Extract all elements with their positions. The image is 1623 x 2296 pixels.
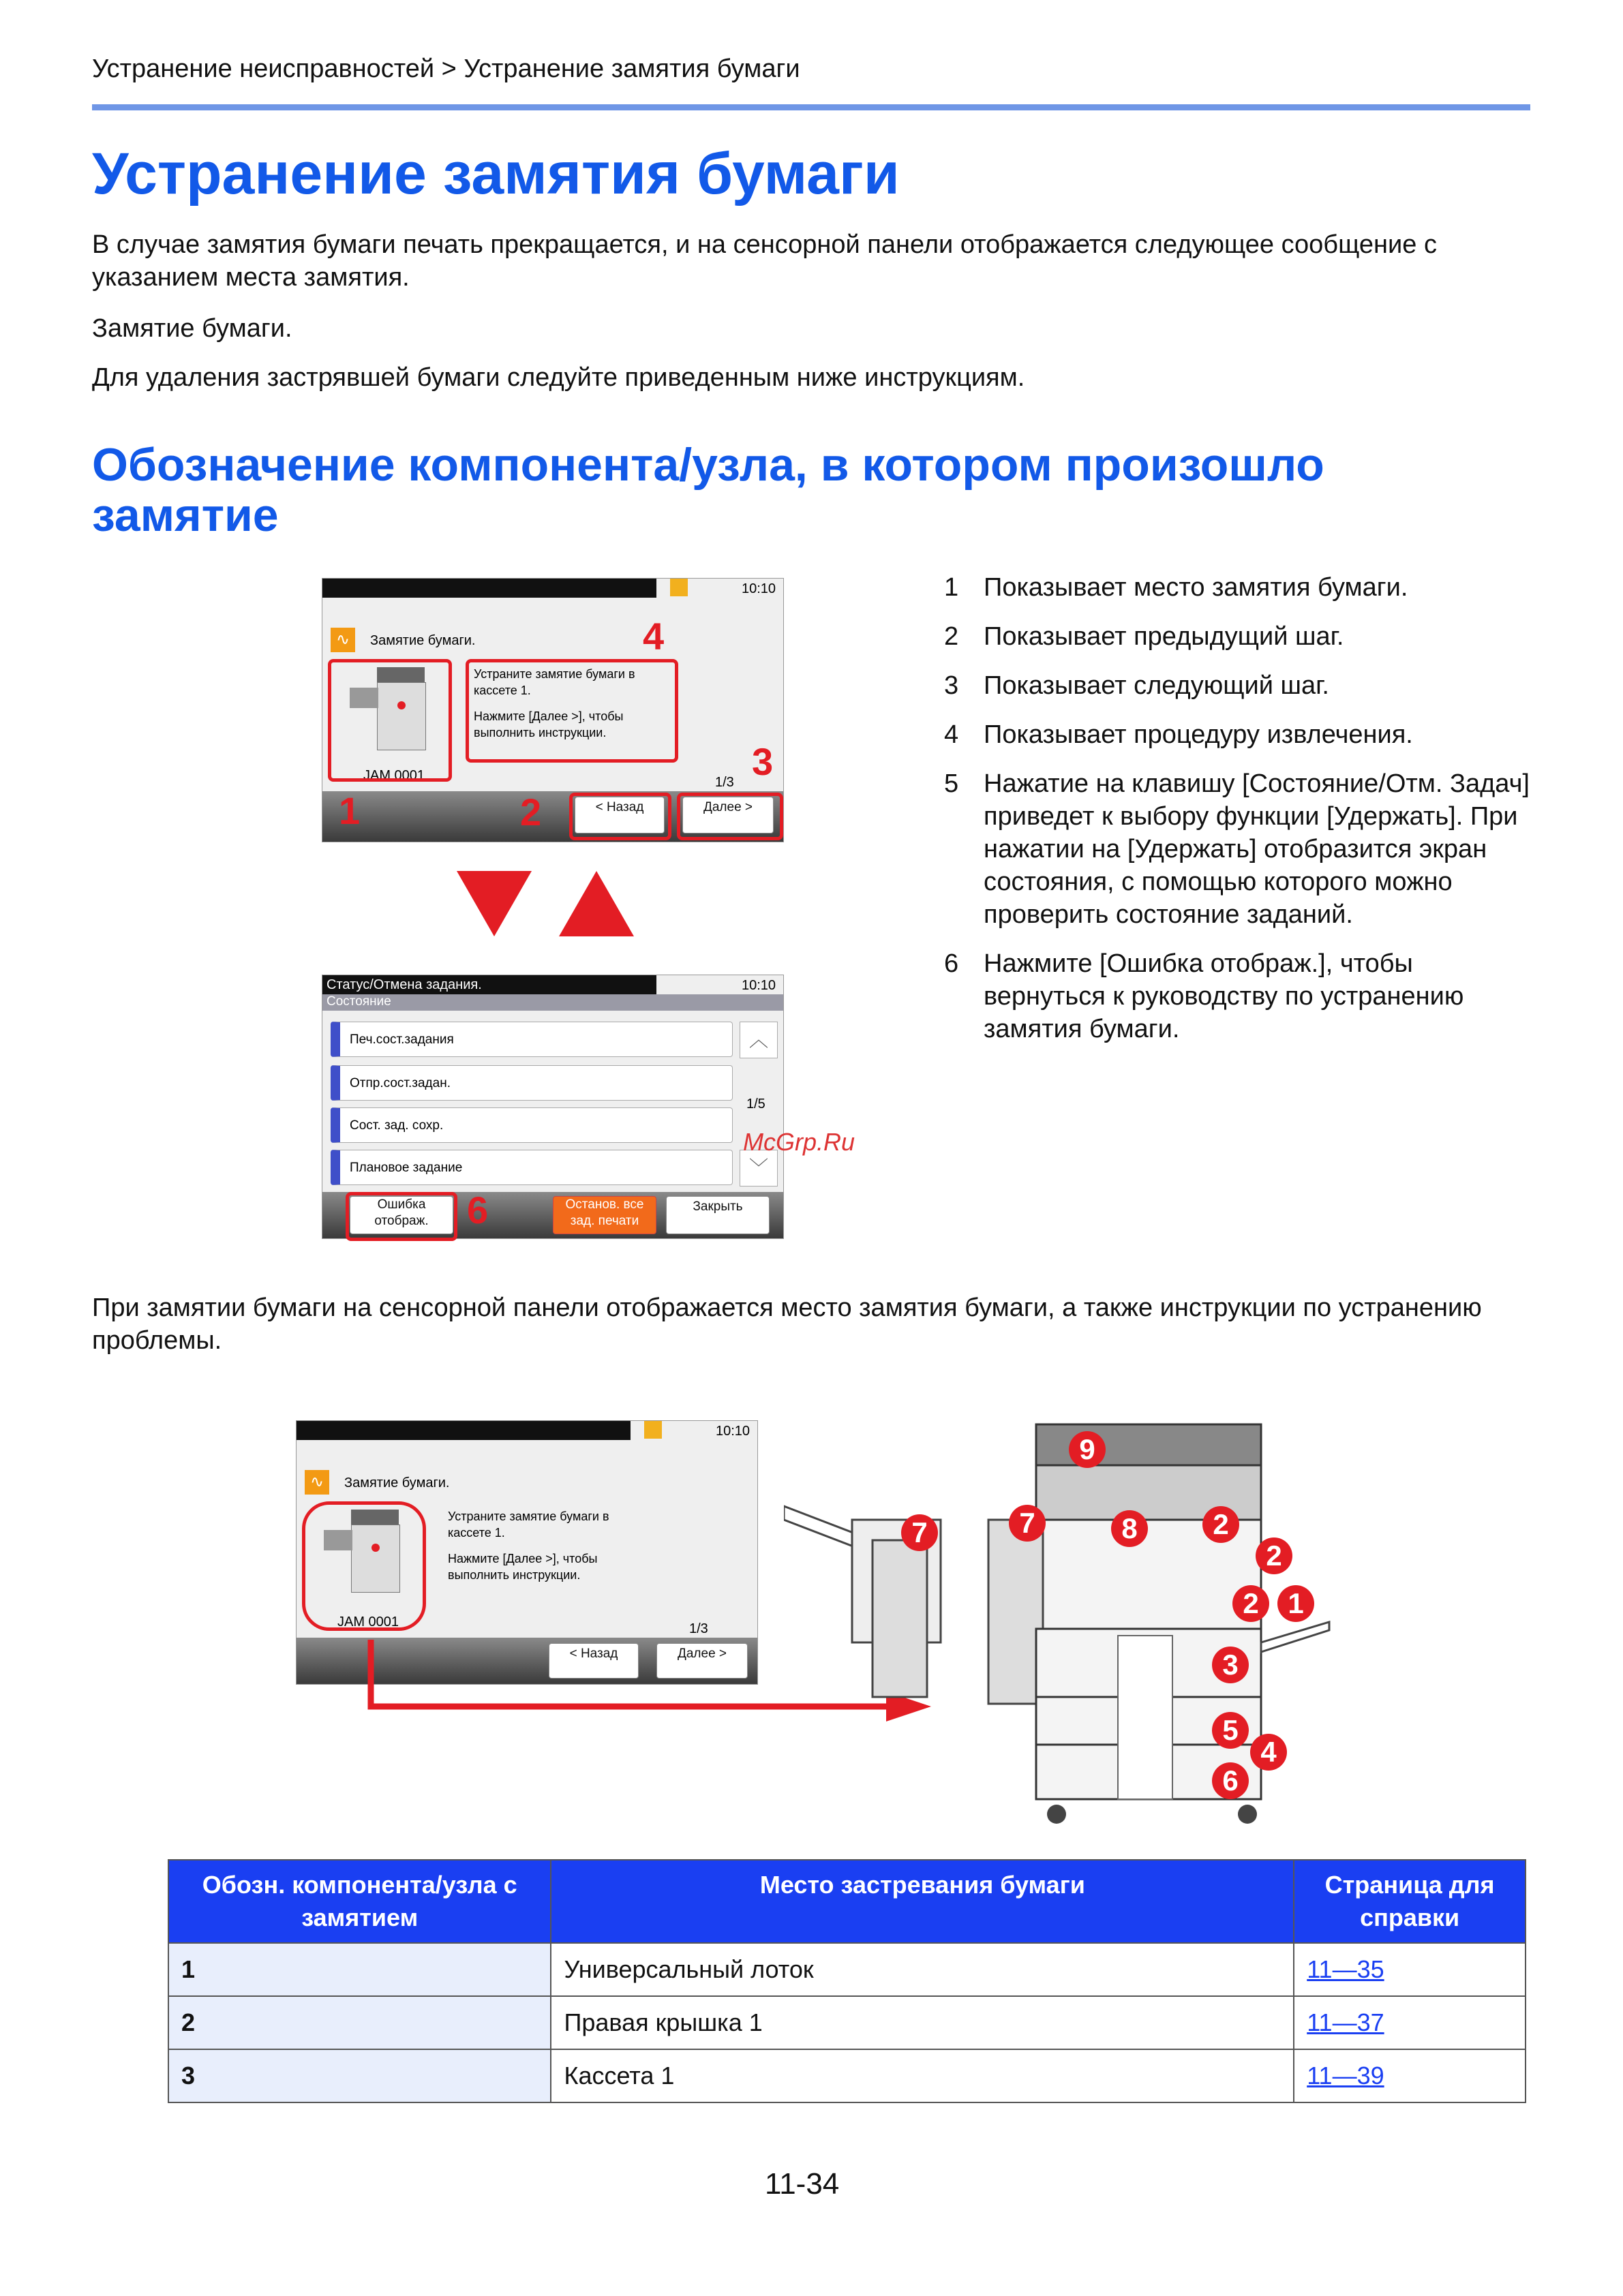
error-display-button[interactable]: Ошибка отображ. bbox=[350, 1196, 453, 1234]
jam-code: JAM 0001 bbox=[337, 1614, 399, 1629]
alert-icon bbox=[644, 1421, 662, 1439]
jam-icon: ∿ bbox=[331, 628, 355, 652]
jam-icon: ∿ bbox=[305, 1470, 329, 1495]
page-number: 11-34 bbox=[765, 2167, 840, 2201]
next-button[interactable]: Далее > bbox=[682, 797, 774, 833]
screen-time: 10:10 bbox=[716, 1424, 750, 1439]
table-header: Место застревания бумаги bbox=[551, 1860, 1294, 1943]
callout-2: 2 bbox=[520, 791, 542, 833]
jam-location-table bbox=[168, 1859, 1526, 2103]
status-subtitle: Состояние bbox=[322, 994, 783, 1011]
intro-paragraph-1: В случае замятия бумаги печать прекращается, и на сенсорной панели отображается следующее сообщение с указанием места замятия. bbox=[92, 230, 1437, 292]
legend-item: 4 Показывает процедуру извлечения. bbox=[944, 720, 1413, 749]
legend-item: 3 Показывает следующий шаг. bbox=[944, 671, 1329, 700]
page-indicator: 1/3 bbox=[689, 1621, 708, 1636]
machine-label: 9 bbox=[1069, 1431, 1106, 1468]
table-header: Обозн. компонента/узла с замятием bbox=[168, 1860, 551, 1943]
status-row[interactable]: Сост. зад. сохр. bbox=[331, 1107, 733, 1143]
status-screen bbox=[322, 975, 784, 1239]
jam-screen bbox=[322, 578, 784, 842]
legend-item: 2 Показывает предыдущий шаг. bbox=[944, 622, 1344, 651]
machine-label: 5 bbox=[1212, 1712, 1249, 1749]
callout-3: 3 bbox=[752, 740, 774, 783]
machine-label: 6 bbox=[1212, 1762, 1249, 1799]
screen-time: 10:10 bbox=[742, 581, 776, 596]
machine-label: 3 bbox=[1212, 1647, 1249, 1683]
legend-list bbox=[944, 571, 1530, 1062]
status-row[interactable]: Печ.сост.задания bbox=[331, 1022, 733, 1057]
back-button[interactable]: < Назад bbox=[575, 797, 665, 833]
table-row: 1 Универсальный лоток 11—35 bbox=[168, 1943, 1526, 1996]
jam-message: Замятие бумаги. bbox=[344, 1475, 450, 1490]
page-link[interactable]: 11—35 bbox=[1307, 1955, 1384, 1983]
down-arrow-icon bbox=[457, 871, 532, 936]
callout-6: 6 bbox=[467, 1189, 489, 1231]
status-row[interactable]: Плановое задание bbox=[331, 1150, 733, 1185]
page-link[interactable]: 11—37 bbox=[1307, 2008, 1384, 2036]
jam-code: JAM 0001 bbox=[363, 768, 425, 783]
machine-label: 2 bbox=[1202, 1506, 1239, 1543]
paragraph-2: При замятии бумаги на сенсорной панели отображается место замятия бумаги, а также инструкции по устранению проблемы. bbox=[92, 1294, 1482, 1355]
scroll-down-icon[interactable]: ﹀ bbox=[740, 1150, 778, 1187]
alert-icon bbox=[670, 579, 688, 596]
table-row: 3 Кассета 1 11—39 bbox=[168, 2049, 1526, 2102]
header-rule bbox=[92, 104, 1530, 110]
close-button[interactable]: Закрыть bbox=[666, 1196, 770, 1234]
next-button[interactable]: Далее > bbox=[656, 1643, 748, 1679]
watermark: McGrp.Ru bbox=[743, 1128, 855, 1156]
table-header: Страница для справки bbox=[1294, 1860, 1526, 1943]
jam-instruction: Устраните замятие бумаги в кассете 1. Нажмите [Далее >], чтобы выполнить инструкции. bbox=[448, 1510, 609, 1582]
page-link[interactable]: 11—39 bbox=[1307, 2062, 1384, 2090]
status-row[interactable]: Отпр.сост.задан. bbox=[331, 1065, 733, 1101]
callout-4: 4 bbox=[643, 615, 665, 658]
legend-item: 1 Показывает место замятия бумаги. bbox=[944, 573, 1408, 602]
status-time: 10:10 bbox=[742, 978, 776, 993]
machine-label: 8 bbox=[1111, 1510, 1148, 1547]
table-row: 2 Правая крышка 1 11—37 bbox=[168, 1996, 1526, 2049]
scroll-up-icon[interactable]: ︿ bbox=[740, 1022, 778, 1058]
page-indicator: 1/3 bbox=[715, 775, 734, 790]
section-title: Обозначение компонента/узла, в котором произошло замятие bbox=[92, 439, 1324, 541]
status-page: 1/5 bbox=[746, 1097, 765, 1112]
jam-instruction: Устраните замятие бумаги в кассете 1. Нажмите [Далее >], чтобы выполнить инструкции. bbox=[474, 667, 635, 739]
page-title: Устранение замятия бумаги bbox=[92, 141, 900, 206]
machine-label: 4 bbox=[1250, 1734, 1287, 1771]
up-arrow-icon bbox=[559, 871, 634, 936]
jam-message: Замятие бумаги. bbox=[370, 633, 476, 648]
breadcrumb: Устранение неисправностей > Устранение замятия бумаги bbox=[92, 55, 800, 83]
machine-label: 1 bbox=[1277, 1585, 1314, 1622]
printer-illustration bbox=[784, 1418, 1350, 1840]
machine-label: 7 bbox=[1009, 1505, 1046, 1542]
machine-label: 7 bbox=[901, 1514, 938, 1551]
status-title: Статус/Отмена задания. bbox=[327, 977, 482, 992]
intro-paragraph-2: Замятие бумаги. bbox=[92, 314, 292, 343]
legend-item: 5 Нажатие на клавишу [Состояние/Отм. Задач] приведет к выбору функции [Удержать]. При нажатии на [Удержать] отобразится экран состояния, с помощью которого можно проверить состояние заданий. bbox=[944, 769, 1530, 929]
navigation-arrows bbox=[450, 866, 641, 940]
machine-label: 2 bbox=[1232, 1585, 1269, 1622]
legend-item: 6 Нажмите [Ошибка отображ.], чтобы вернуться к руководству по устранению замятия бумаги. bbox=[944, 949, 1464, 1043]
back-button[interactable]: < Назад bbox=[549, 1643, 639, 1679]
intro-paragraph-3: Для удаления застрявшей бумаги следуйте приведенным ниже инструкциям. bbox=[92, 363, 1025, 392]
callout-1: 1 bbox=[339, 789, 361, 832]
machine-label: 2 bbox=[1256, 1537, 1292, 1574]
stop-all-button[interactable]: Останов. все зад. печати bbox=[553, 1196, 656, 1234]
